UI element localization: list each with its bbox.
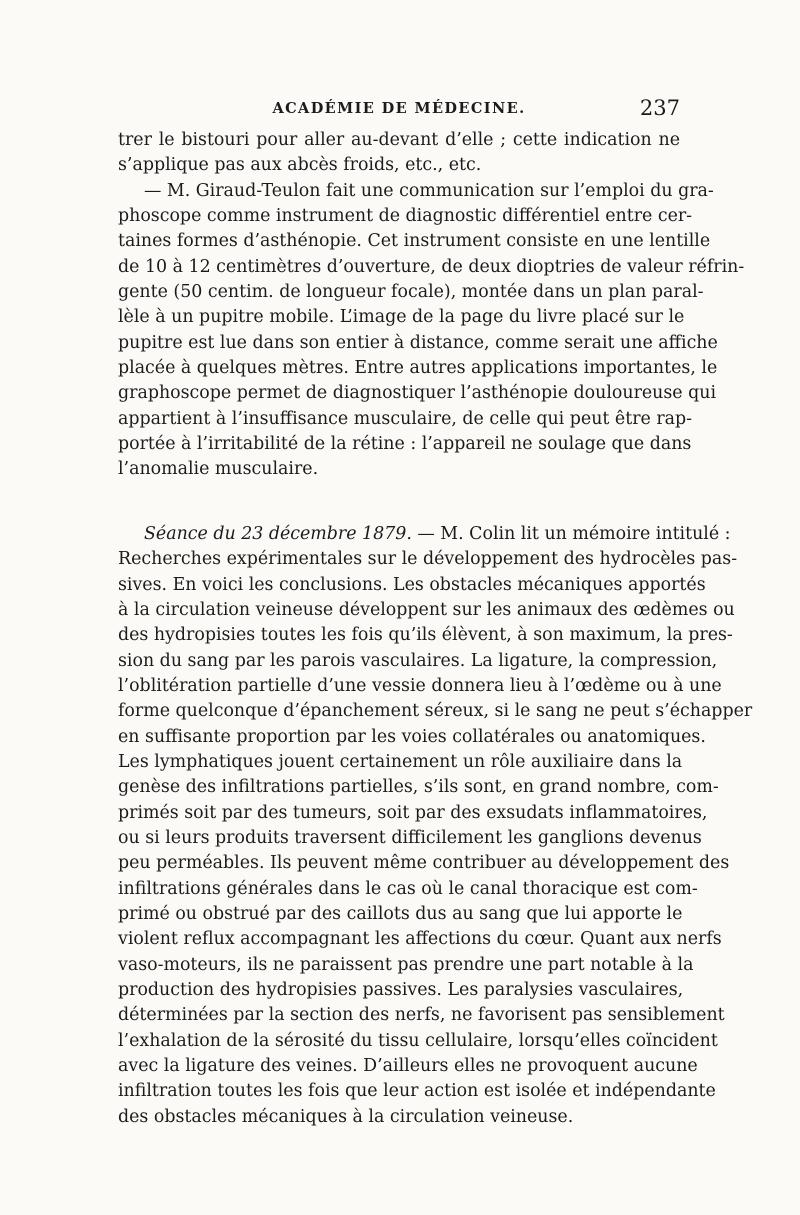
text-line: en suffisante proportion par les voies collatérales ou anatomiques. [118, 726, 706, 747]
text-line [118, 522, 731, 547]
text-line: genèse des infiltrations partielles, s’ils sont, en grand nombre, com- [118, 777, 719, 798]
text-line: taines formes d’asthénopie. Cet instrument consiste en une lentille [118, 231, 711, 252]
text-line: sion du sang par les parois vasculaires. La ligature, la compression, [118, 650, 718, 671]
text-line: trer le bistouri pour aller au-devant d’elle ; cette indication ne [118, 130, 680, 150]
text-line: déterminées par la section des nerfs, ne favorisent pas sensiblement [118, 1005, 725, 1026]
text-line: de 10 à 12 centimètres d’ouverture, de deux dioptries de valeur réfrin- [118, 256, 745, 277]
text-line: s’applique pas aux abcès froids, etc., etc. [118, 155, 482, 176]
page-number: 237 [639, 96, 680, 120]
text-line: infiltrations générales dans le cas où le canal thoracique est com- [118, 878, 698, 899]
text-line: forme quelconque d’épanchement séreux, si le sang ne peut s’échapper [118, 701, 753, 722]
text-line: l’oblitération partielle d’une vessie donnera lieu à l’œdème ou à une [118, 675, 722, 696]
text-line: primé ou obstrué par des caillots dus au sang que lui apporte le [118, 903, 683, 924]
session-intro: — M. Colin lit un mémoire intitulé : [411, 523, 731, 544]
text-line: lèle à un pupitre mobile. L’image de la page du livre placé sur le [118, 307, 685, 328]
text-line: gente (50 centim. de longueur focale), montée dans un plan paral- [118, 282, 704, 303]
text-line: graphoscope permet de diagnostiquer l’asthénopie douloureuse qui [118, 383, 717, 404]
page-body [118, 128, 753, 1130]
running-head: ACADÉMIE DE MÉDECINE. [272, 100, 526, 117]
text-line: portée à l’irritabilité de la rétine : l’appareil ne soulage que dans [118, 434, 692, 455]
text-line: peu perméables. Ils peuvent même contribuer au développement des [118, 853, 730, 874]
text-line: appartient à l’insuffisance musculaire, de celle qui peut être rap- [118, 408, 693, 429]
text-line: ou si leurs produits traversent difficilement les ganglions devenus [118, 827, 702, 848]
paragraph-1 [118, 128, 680, 179]
text-line: primés soit par des tumeurs, soit par des exsudats inflammatoires, [118, 802, 708, 823]
paragraph-2 [118, 179, 745, 483]
text-line: sives. En voici les conclusions. Les obstacles mécaniques apportés [118, 574, 706, 595]
text-line: vaso-moteurs, ils ne paraissent pas prendre une part notable à la [118, 954, 694, 975]
text-line: à la circulation veineuse développent sur les animaux des œdèmes ou [118, 599, 735, 620]
text-line: placée à quelques mètres. Entre autres applications importantes, le [118, 358, 718, 379]
text-line: pupitre est lue dans son entier à distance, comme serait une affiche [118, 332, 718, 353]
text-line: — M. Giraud-Teulon fait une communication sur l’emploi du gra- [144, 180, 714, 201]
session-date: Séance du 23 décembre 1879. [144, 523, 412, 544]
text-line: infiltration toutes les fois que leur action est isolée et indépendante [118, 1081, 716, 1102]
text-line: violent reflux accompagnant les affections du cœur. Quant aux nerfs [118, 929, 722, 950]
text-line: avec la ligature des veines. D’ailleurs elles ne provoquent aucune [118, 1056, 698, 1077]
text-line: phoscope comme instrument de diagnostic différentiel entre cer- [118, 206, 693, 227]
text-line: l’anomalie musculaire. [118, 459, 319, 480]
paragraph-3 [118, 522, 753, 1130]
paragraph-spacer [118, 483, 680, 522]
text-line: production des hydropisies passives. Les paralysies vasculaires, [118, 980, 684, 1000]
page-header [118, 96, 680, 126]
text-line: des obstacles mécaniques à la circulation veineuse. [118, 1106, 574, 1127]
text-line: Les lymphatiques jouent certainement un rôle auxiliaire dans la [118, 751, 683, 772]
text-line: Recherches expérimentales sur le développement des hydrocèles pas- [118, 549, 738, 570]
text-line: des hydropisies toutes les fois qu’ils élèvent, à son maximum, la pres- [118, 625, 733, 646]
text-line: l’exhalation de la sérosité du tissu cellulaire, lorsqu’elles coïncident [118, 1030, 718, 1051]
